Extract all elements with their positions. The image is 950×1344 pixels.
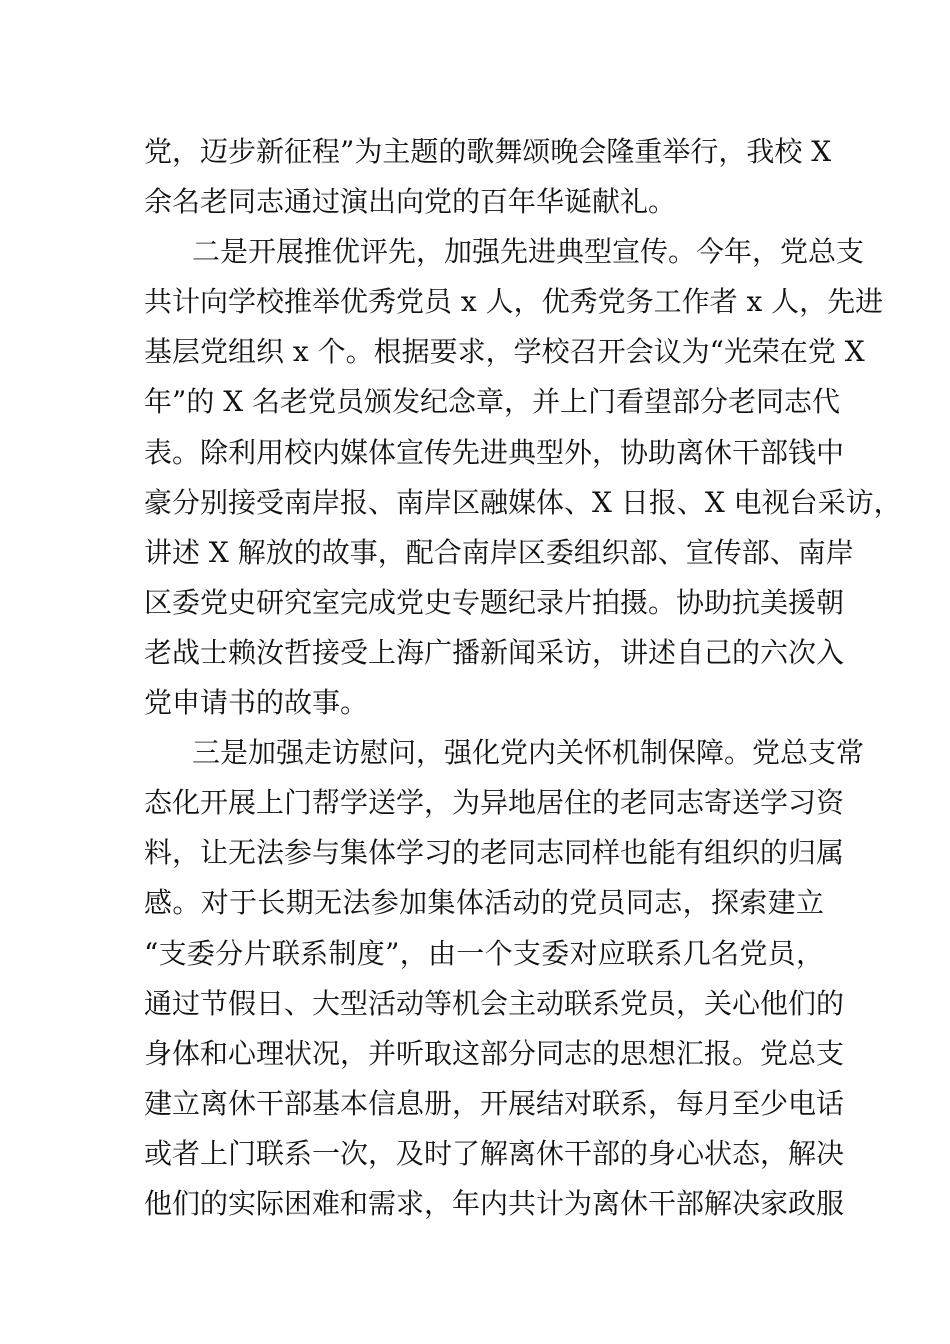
paragraph-3-line-3: 料，让无法参与集体学习的老同志同样也能有组织的归属 bbox=[144, 836, 845, 870]
paragraph-2-line-9: 老战士赖汝哲接受上海广播新闻采访，讲述自己的六次入 bbox=[144, 635, 845, 669]
paragraph-3-line-7: 身体和心理状况，并听取这部分同志的思想汇报。党总支 bbox=[144, 1036, 845, 1070]
paragraph-3-line-2: 态化开展上门帮学送学，为异地居住的老同志寄送学习资 bbox=[144, 786, 845, 820]
paragraph-2-line-5: 表。除利用校内媒体宣传先进典型外，协助离休干部钱中 bbox=[144, 435, 845, 469]
paragraph-1-line-2: 余名老同志通过演出向党的百年华诞献礼。 bbox=[144, 185, 677, 219]
paragraph-3-line-5: “支委分片联系制度”，由一个支委对应联系几名党员， bbox=[144, 936, 824, 970]
document-body bbox=[144, 127, 902, 1229]
paragraph-3-line-8: 建立离休干部基本信息册，开展结对联系，每月至少电话 bbox=[144, 1086, 845, 1120]
paragraph-2-line-8: 区委党史研究室完成党史专题纪录片拍摄。协助抗美援朝 bbox=[144, 585, 845, 619]
paragraph-1-line-1: 党，迈步新征程”为主题的歌舞颂晚会隆重举行，我校 X bbox=[144, 135, 832, 168]
paragraph-2-line-10: 党申请书的故事。 bbox=[144, 686, 369, 720]
paragraph-2-line-6: 豪分别接受南岸报、南岸区融媒体、X 日报、X 电视台采访， bbox=[144, 485, 902, 519]
paragraph-2-line-2: 共计向学校推举优秀党员 x 人，优秀党务工作者 x 人，先进 bbox=[144, 285, 884, 319]
paragraph-2-line-1: 二是开展推优评先，加强先进典型宣传。今年，党总支 bbox=[192, 235, 865, 269]
paragraph-3-line-6: 通过节假日、大型活动等机会主动联系党员，关心他们的 bbox=[144, 986, 845, 1020]
paragraph-3-line-1: 三是加强走访慰问，强化党内关怀机制保障。党总支常 bbox=[192, 736, 865, 770]
paragraph-2-line-7: 讲述 X 解放的故事，配合南岸区委组织部、宣传部、南岸 bbox=[144, 535, 854, 569]
paragraph-3-line-9: 或者上门联系一次，及时了解离休干部的身心状态，解决 bbox=[144, 1136, 845, 1170]
paragraph-2-line-4: 年”的 X 名老党员颁发纪念章，并上门看望部分老同志代 bbox=[144, 385, 841, 419]
paragraph-3-line-10: 他们的实际困难和需求，年内共计为离休干部解决家政服 bbox=[144, 1186, 845, 1220]
paragraph-3-line-4: 感。对于长期无法参加集体活动的党员同志，探索建立 bbox=[144, 886, 824, 920]
paragraph-2-line-3: 基层党组织 x 个。根据要求，学校召开会议为“光荣在党 X bbox=[144, 335, 865, 369]
